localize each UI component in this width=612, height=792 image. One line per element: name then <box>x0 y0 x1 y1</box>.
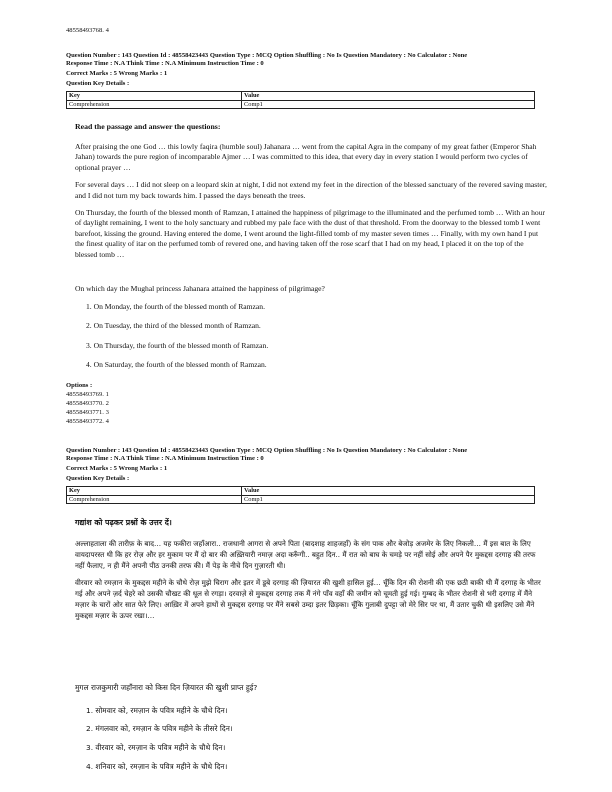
q1-passage <box>75 142 547 267</box>
q1-para-1: After praising the one God … this lowly faqira (humble soul) Jahanara … went from the capital Agra in the company of my great father (Emperor Shah Jahan) towards the pure region of incomparable Ajmer … I was committed to this idea, that every day in every station I would perform two cycles of optional prayer … <box>75 142 537 172</box>
q1-key-header: Key <box>67 92 242 101</box>
q2-option-2[interactable]: 2. मंगलवार को, रमज़ान के पवित्र महीने के तीसरे दिन। <box>86 724 233 733</box>
page-id: 48558493768. 4 <box>66 27 109 34</box>
q1-option-1[interactable]: 1. On Monday, the fourth of the blessed month of Ramzan. <box>86 302 265 311</box>
q2-key-table <box>66 486 535 504</box>
q2-para-1: अल्लाहताला की तारीफ़ के बाद… यह फकीरा जहाँआरा.. राजधानी आगरा से अपने पिता (बादशाह शाहजहाँ) के संग पाक और बेजोड़ अजमेर के लिए निकली… मैं इस बात के लिए वायदापरस्त थी कि हर रोज़ और हर मुकाम पर मैं दो बार की अख़्तियारी नमाज़ अदा करूँगी.. बहुत दिन.. मैं रात को बाघ के चमड़े पर नहीं सोई और अपने पैर मुकद्दस दरगाह की तरफ नहीं फैलाए, न ही मैंने अपनी पीठ उनकी तरफ की। मैं पेड़ के नीचे दिन गुज़ारती थी। <box>75 539 536 570</box>
q2-marks: Correct Marks : 5 Wrong Marks : 1 <box>66 465 168 472</box>
q1-key-cell: Comprehension <box>67 100 242 109</box>
q1-option-2[interactable]: 2. On Tuesday, the third of the blessed month of Ramzan. <box>86 321 261 330</box>
q1-value-header: Value <box>242 92 535 101</box>
q2-value-cell: Comp1 <box>242 495 535 504</box>
q2-key-header: Key <box>67 487 242 496</box>
q1-option-id-4: 48558493772. 4 <box>66 418 109 425</box>
q2-key-details-label: Question Key Details : <box>66 475 130 482</box>
q2-option-1[interactable]: 1. सोमवार को, रमज़ान के पवित्र महीने के चौथे दिन। <box>86 706 228 715</box>
q1-option-id-1: 48558493769. 1 <box>66 391 109 398</box>
q2-instruction: गद्यांश को पढ़कर प्रश्नों के उत्तर दें। <box>75 518 172 527</box>
q1-option-3[interactable]: 3. On Thursday, the fourth of the blessed month of Ramzan. <box>86 341 269 350</box>
q1-option-4[interactable]: 4. On Saturday, the fourth of the blessed month of Ramzan. <box>86 360 267 369</box>
q2-header-line2: Response Time : N.A Think Time : N.A Minimum Instruction Time : 0 <box>66 455 264 462</box>
q1-option-id-3: 48558493771. 3 <box>66 409 109 416</box>
q1-header-line2: Response Time : N.A Think Time : N.A Minimum Instruction Time : 0 <box>66 60 264 67</box>
q1-para-3: On Thursday, the fourth of the blessed month of Ramzan, I attained the happiness of pilgrimage to the illuminated and the perfumed tomb … With an hour of daylight remaining, I went to the holy sanctuary and rubbed my pale face with the dust of that threshold. From the doorway to the blessed tomb I went barefoot, kissing the ground. Having entered the dome, I went around the light-filled tomb of my master seven times … Finally, with my own hand I put the finest quality of itar on the perfumed tomb of revered one, and having taken off the rose scarf that I had on my head, I placed it on the top of the blessed tomb … <box>75 208 546 259</box>
q1-marks: Correct Marks : 5 Wrong Marks : 1 <box>66 70 168 77</box>
q2-header-line1: Question Number : 143 Question Id : 48558423443 Question Type : MCQ Option Shuffling : No Is Question Mandatory : No Calculator : None <box>66 447 468 454</box>
q1-key-details-label: Question Key Details : <box>66 80 130 87</box>
q2-option-3[interactable]: 3. वीरवार को, रमज़ान के पवित्र महीने के चौथे दिन। <box>86 743 226 752</box>
q1-value-cell: Comp1 <box>242 100 535 109</box>
q1-options-label: Options : <box>66 382 93 389</box>
q2-passage <box>75 538 547 627</box>
q2-value-header: Value <box>242 487 535 496</box>
q1-para-2: For several days … I did not sleep on a leopard skin at night, I did not extend my feet in the direction of the blessed sanctuary of the revered saving master, and I did not turn my back towards him. I passed the days beneath the trees. <box>75 180 547 200</box>
q1-question: On which day the Mughal princess Jahanara attained the happiness of pilgrimage? <box>75 284 325 293</box>
q1-option-id-2: 48558493770. 2 <box>66 400 109 407</box>
q1-instruction: Read the passage and answer the questions: <box>75 122 221 131</box>
q2-question: मुगल राजकुमारी जहाँनारा को किस दिन ज़ियारत की खुशी प्राप्त हुई? <box>75 683 258 692</box>
q2-key-cell: Comprehension <box>67 495 242 504</box>
q1-header-line1: Question Number : 143 Question Id : 48558423443 Question Type : MCQ Option Shuffling : No Is Question Mandatory : No Calculator : None <box>66 52 468 59</box>
q2-para-2: वीरवार को रमज़ान के मुकद्दस महीने के चौथे रोज़ मुझे चिराग और इतर में डूबे दरगाह की ज़ियारत की खुशी हासिल हुई… चूँकि दिन की रोशनी की एक छठी बाकी थी मैं दरगाह के भीतर गई और अपने ज़र्द चेहरे को उसकी चौखट की धूल से रगड़ा। दरवाज़े से मुकद्दस दरगाह तक मैं नंगे पाँव वहाँ की जमीन को चूमती हुई गई। गुम्बद के भीतर रोशनी से भरी दरगाह में मैंने मज़ार के चारों ओर सात फेरे लिए। आख़िर में अपने हाथों से मुकद्दस दरगाह पर मैंने सबसे उम्दा इतर छिड़का। चूँकि गुलाबी दुपट्टा जो मेरे सिर पर था, मैं उतार चुकी थी इसलिए उसे मैंने मुकद्दस मज़ार के ऊपर रखा।… <box>75 578 541 620</box>
q2-option-4[interactable]: 4. शनिवार को, रमज़ान के पवित्र महीने के चौथे दिन। <box>86 762 228 771</box>
q1-key-table <box>66 91 535 109</box>
